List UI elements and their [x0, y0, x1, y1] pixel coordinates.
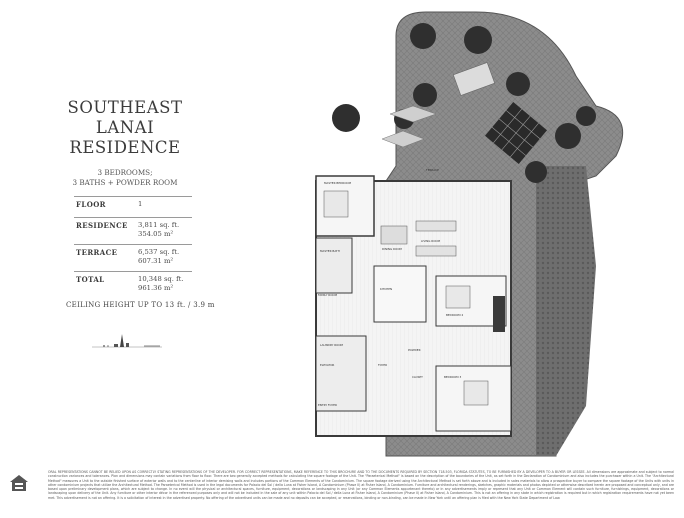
legal-disclaimer: ORAL REPRESENTATIONS CANNOT BE RELIED UPON AS CORRECTLY STATING REPRESENTATIONS OF THE DEVELOPER. FOR CORRECT REPRESENTATIONS, MAKE REFERENCE TO THIS BROCHURE AND TO THE DOCUMENTS REQUIRED BY SECTION 718.503, FLORIDA STATUTES, TO BE FURNISHED BY A DEVELOPER TO A BUYER OR LESSEE. All dimensions are approximate and subject to normal construction variances and tolerances. Plan and dimensions may contain variations from floor to floor. There are two generally accepted methods for calculating the square footage of the Unit. The "Paraeterical Method" is based on the description of the boundaries of the Unit, as set forth in the Declaration of Condominium and also includes the purchaser within a Unit. The "Architectural Method" measures a Unit to the outside finished surface of exterior walls and to the centerline of interior demising walls and includes portions of the Common Elements of the Condominium. The square footage derived using the Architectural Method is set forth above and is included in sales materials to allow a prospective buyer to compare the square footage of the Units with units in other condominium projects that utilize the Architectural Method. The Paraeterical Method is used in the legal documents for Palacio del Sol / della Luna at Fisher Island, A Condominium (Phase II) at Fisher Island, A Condominium. Furniture and architectural renderings, sketches, graphic materials and photos depicted or otherwise described herein are proposed and conceptual only, and are based upon preliminary development plans, which are subject to change. In no event will the physical or architectural spaces, furniture, equipment, decorations or landscaping in any Unit (or any Common Elements appurtenant thereto) or in any advertisements imply or represent that any Unit or Common Element will contain such furniture, furnishings, equipment, decorations or landscaping upon delivery of the Unit. Any furniture or other interior décor in the referenced purposes only and will not be included in the sale of any unit within Palacio del Sol / della Luna at Fisher Island, A Condominium (Phase II) at Fisher Island, A Condominium. This is not an offering in any state in which registration is required but in which registration requirements have not yet been met. This advertisement is not an offering. It is a solicitation of interest in the advertised property. No offering of the advertised units can be made and no deposits can be accepted, or reservations, binding or non-binding, can be made in New York until an offering plan is filed with the New York State Department of Law. [48, 470, 674, 500]
spec-value [138, 248, 179, 265]
label-foyer: FOYER [378, 363, 388, 367]
label-bedroom-3: BEDROOM 3 [444, 375, 462, 379]
floor-plan [296, 6, 684, 466]
label-powder: POWDER [408, 348, 421, 352]
spec-label: TERRACE [76, 248, 118, 257]
spec-row-terrace [74, 244, 192, 271]
equal-housing-icon [8, 473, 30, 495]
label-entry: ENTRY FOYER [318, 403, 338, 407]
skyline-compass-icon [92, 330, 162, 352]
label-dining-room: DINING ROOM [382, 247, 402, 251]
title-line: SOUTHEAST [67, 98, 183, 117]
title-line: LANAI [95, 118, 155, 137]
ceiling-height: CEILING HEIGHT UP TO 13 ft. / 3.9 m [66, 301, 215, 309]
spec-value [138, 275, 184, 292]
spec-sqm: 607.31 m² [138, 256, 174, 265]
label-kitchen: KITCHEN [380, 287, 393, 291]
spec-label: TOTAL [76, 275, 105, 284]
label-master-bedroom: MASTER BEDROOM [324, 181, 352, 185]
label-elevator: ELEVATOR [320, 363, 335, 367]
spec-value: 1 [138, 200, 143, 208]
title-line: RESIDENCE [69, 138, 181, 157]
spec-sqft: 10,348 sq. ft. [138, 275, 184, 283]
label-family-room: FAMILY ROOM [318, 293, 338, 297]
spec-row-total [74, 271, 192, 302]
subtitle-line: 3 BEDROOMS; [97, 168, 153, 177]
label-laundry: LAUNDRY ROOM [320, 343, 343, 347]
spec-label: RESIDENCE [76, 221, 128, 230]
label-terrace: TERRACE [426, 168, 439, 172]
spec-sqm: 354.05 m² [138, 229, 174, 238]
spec-sqft: 3,811 sq. ft. [138, 221, 180, 229]
landscaping [536, 166, 596, 456]
residence-title [60, 98, 190, 158]
label-closet: CLOSET [412, 375, 423, 379]
label-living-room: LIVING ROOM [421, 239, 441, 243]
spec-sqft: 6,537 sq. ft. [138, 248, 180, 256]
spec-label: FLOOR [76, 200, 106, 209]
spec-sqm: 961.36 m² [138, 283, 174, 292]
spec-row-residence [74, 217, 192, 244]
subtitle-line: 3 BATHS + POWDER ROOM [72, 178, 178, 187]
bedrooms-subtitle [60, 168, 190, 188]
spec-value [138, 221, 179, 238]
info-panel [60, 98, 190, 188]
specs-table [74, 196, 192, 302]
interior [316, 176, 511, 436]
spec-row-floor [74, 196, 192, 217]
label-master-bath: MASTER BATH [320, 249, 340, 253]
label-bedroom-2: BEDROOM 2 [446, 313, 464, 317]
